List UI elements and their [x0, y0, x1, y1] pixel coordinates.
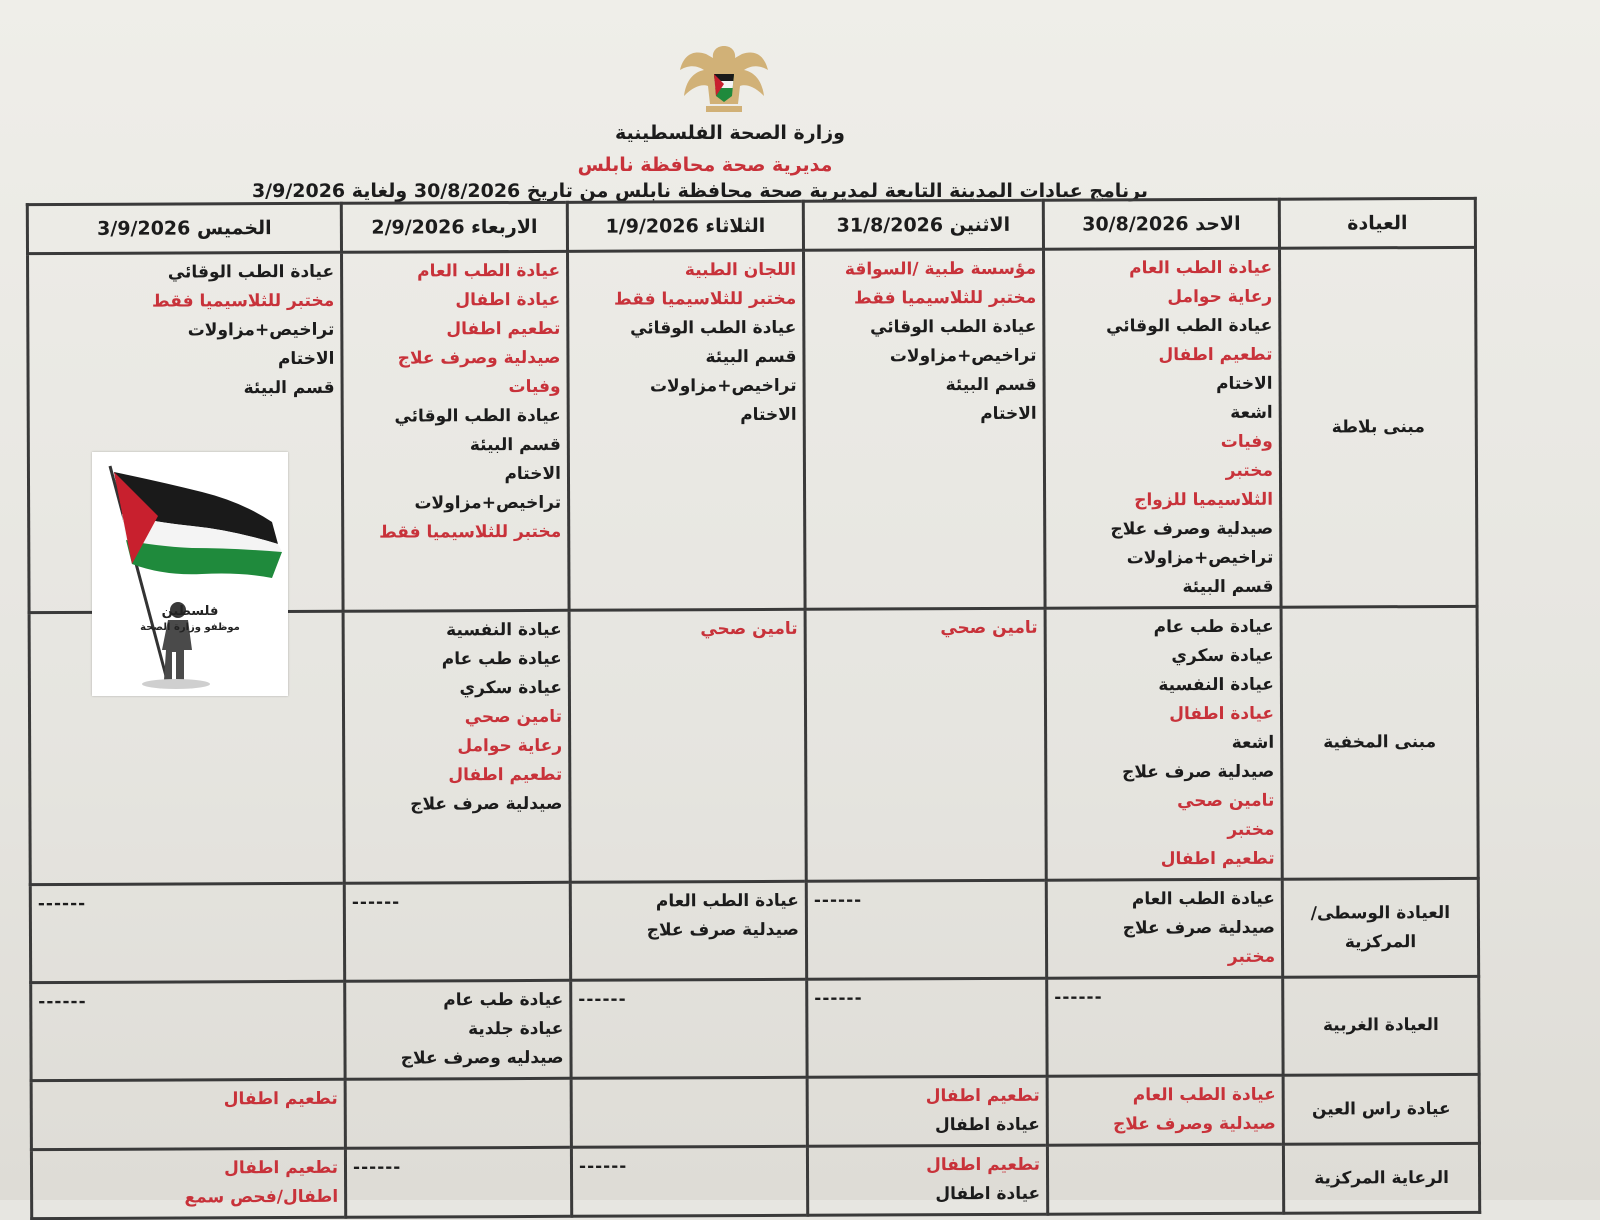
schedule-cell	[1047, 1075, 1283, 1145]
empty-dash: ------	[351, 892, 401, 913]
schedule-cell	[345, 980, 571, 1079]
schedule-cell	[345, 1078, 571, 1148]
schedule-cell	[344, 882, 570, 981]
service-item: عيادة الطب الوقائي	[870, 316, 1037, 338]
empty-dash: ------	[814, 988, 863, 1009]
empty-dash: ------	[813, 890, 863, 911]
service-item: عيادة اطفال	[934, 1114, 1040, 1136]
day-header-tuesday: الثلاثاء 1/9/2026	[567, 201, 803, 251]
service-item: مختبر	[1227, 819, 1275, 840]
service-item: مختبر	[1227, 946, 1276, 967]
schedule-cell	[571, 1146, 807, 1216]
clinic-name-cell: مبنى المخفية	[1281, 606, 1478, 879]
service-item: صيدلية صرف علاج	[410, 793, 563, 815]
empty-dash: ------	[578, 989, 627, 1010]
service-item: تراخيص+مزاولات	[187, 319, 335, 341]
table-row	[31, 976, 1479, 1080]
service-item: عيادة الطب العام	[417, 260, 561, 282]
service-item: عيادة سكري	[459, 677, 562, 699]
service-item: عيادة الطب العام	[1132, 1084, 1276, 1106]
directorate-title: مديرية صحة محافظة نابلس	[577, 154, 833, 176]
schedule-cell	[806, 880, 1046, 979]
service-item: الاختام	[504, 463, 562, 485]
ministry-title: وزارة الصحة الفلسطينية	[615, 122, 845, 144]
service-item: رعاية حوامل	[457, 735, 563, 757]
clinic-name-cell: العيادة الغربية	[1283, 976, 1479, 1075]
service-item: تطعيم اطفال	[1160, 848, 1275, 870]
service-item: الاختام	[1216, 373, 1273, 394]
poster-subtitle: موظفو وزارة الصحة	[140, 622, 240, 633]
service-item: الاختام	[740, 404, 797, 426]
service-item: الثلاسيميا للزواج	[1134, 489, 1274, 511]
service-item: تراخيص+مزاولات	[1126, 547, 1274, 569]
schedule-cell	[571, 1077, 807, 1147]
schedule-cell	[1043, 248, 1281, 608]
service-item: اطفال/فحص سمع	[184, 1186, 339, 1208]
service-item: تطعيم اطفال	[448, 764, 563, 786]
service-item: عيادة الطب الوقائي	[394, 405, 561, 427]
service-item: تطعيم اطفال	[926, 1154, 1041, 1176]
service-item: قسم البيئة	[945, 374, 1037, 396]
empty-dash: ------	[578, 1156, 628, 1177]
service-item: صيدلية صرف علاج	[1122, 761, 1275, 783]
service-item: عيادة النفسية	[1158, 674, 1274, 696]
service-item: صيدلية وصرف علاج	[1113, 1113, 1276, 1135]
schedule-cell	[1047, 977, 1283, 1076]
service-item: عيادة النفسية	[446, 619, 562, 641]
service-item: تراخيص+مزاولات	[889, 345, 1037, 367]
empty-dash: ------	[37, 893, 87, 915]
clinic-name-cell: مبنى بلاطة	[1279, 247, 1477, 607]
service-item: عيادة اطفال	[455, 289, 561, 311]
schedule-cell	[807, 1076, 1047, 1146]
schedule-cell	[570, 881, 806, 980]
schedule-cell	[805, 608, 1046, 881]
day-header-monday: الاثنين 31/8/2026	[803, 200, 1043, 250]
service-item: عيادة طب عام	[1153, 616, 1274, 638]
service-item: قسم البيئة	[705, 346, 797, 368]
schedule-cell	[1046, 879, 1282, 978]
service-item: وفيات	[508, 376, 561, 398]
service-item: مختبر للثلاسيميا فقط	[853, 287, 1037, 309]
empty-dash: ------	[38, 991, 87, 1013]
service-item: قسم البيئة	[469, 434, 561, 456]
service-item: مؤسسة طبية /السواقة	[844, 258, 1037, 280]
schedule-cell	[31, 1079, 345, 1149]
service-item: وفيات	[1220, 431, 1273, 452]
schedule-cell	[342, 251, 570, 611]
service-item: الاختام	[980, 403, 1037, 425]
service-item: اللجان الطبية	[684, 259, 797, 281]
service-item: مختبر للثلاسيميا فقط	[613, 288, 797, 310]
service-item: تطعيم اطفال	[224, 1157, 339, 1179]
service-item: تامين صحي	[700, 618, 798, 640]
service-item: عيادة سكري	[1171, 645, 1274, 667]
table-row	[30, 878, 1478, 982]
day-header-thursday: الخميس 3/9/2026	[27, 203, 341, 253]
service-item: تطعيم اطفال	[446, 318, 561, 340]
service-item: عيادة الطب الوقائي	[167, 261, 335, 283]
service-item: تامين صحي	[1177, 790, 1275, 812]
schedule-cell	[1047, 1144, 1283, 1214]
service-item: اشعة	[1231, 732, 1275, 753]
service-item: تامين صحي	[940, 617, 1038, 639]
schedule-cell	[571, 979, 807, 1078]
service-item: رعاية حوامل	[1167, 286, 1273, 308]
empty-dash: ------	[1054, 987, 1103, 1008]
service-item: قسم البيئة	[1182, 576, 1274, 598]
empty-dash: ------	[352, 1157, 402, 1178]
day-header-sunday: الاحد 30/8/2026	[1043, 199, 1279, 249]
service-item: صيدلية صرف علاج	[1122, 917, 1276, 939]
schedule-cell	[569, 609, 806, 882]
schedule-cell	[30, 883, 344, 982]
service-item: تطعيم اطفال	[925, 1085, 1040, 1107]
service-item: تراخيص+مزاولات	[414, 492, 562, 514]
service-item: عيادة طب عام	[443, 989, 564, 1011]
schedule-cell	[807, 1145, 1047, 1215]
service-item: قسم البيئة	[243, 377, 335, 399]
service-item: تامين صحي	[464, 706, 563, 728]
clinic-name-cell: العيادة الوسطى/المركزية	[1282, 878, 1478, 977]
service-item: مختبر	[1225, 460, 1274, 481]
service-item: صيدلية وصرف علاج	[1110, 518, 1274, 540]
service-item: تراخيص+مزاولات	[649, 375, 797, 397]
schedule-cell	[31, 1148, 345, 1218]
service-item: صيدلية صرف علاج	[646, 919, 800, 941]
service-item: تطعيم اطفال	[1158, 344, 1273, 366]
service-item: عيادة الطب العام	[1131, 888, 1275, 910]
schedule-cell	[568, 250, 806, 610]
table-row	[31, 1143, 1479, 1218]
service-item: الاختام	[277, 348, 335, 370]
clinic-column-header: العيادة	[1279, 198, 1475, 248]
service-item: اشعة	[1230, 402, 1273, 423]
eagle-emblem-icon	[676, 40, 772, 120]
service-item: عيادة طب عام	[441, 648, 562, 670]
poster-title: فلسطين	[161, 604, 219, 619]
table-header-row	[27, 198, 1475, 253]
clinic-name-cell: عيادة راس العين	[1283, 1074, 1479, 1144]
service-item: عيادة الطب العام	[1129, 257, 1273, 279]
service-item: مختبر للثلاسيميا فقط	[151, 290, 335, 312]
service-item: عيادة الطب العام	[655, 890, 799, 912]
schedule-cell	[1045, 607, 1282, 880]
service-item: عيادة اطفال	[1169, 703, 1275, 725]
service-item: عيادة اطفال	[935, 1183, 1041, 1205]
service-item: عيادة الطب الوقائي	[1106, 315, 1273, 337]
service-item: مختبر للثلاسيميا فقط	[378, 521, 562, 543]
day-header-wednesday: الاربعاء 2/9/2026	[341, 202, 567, 252]
schedule-cell	[807, 978, 1047, 1077]
clinic-schedule-table	[26, 197, 1481, 1220]
table-row	[31, 1074, 1479, 1149]
palestine-poster	[92, 452, 288, 696]
flag-child-illustration	[92, 452, 288, 696]
schedule-cell	[343, 610, 570, 883]
service-item: صيدلية وصرف علاج	[397, 347, 561, 369]
service-item: عيادة جلدية	[468, 1018, 564, 1040]
service-item: صيدليه وصرف علاج	[400, 1047, 564, 1069]
schedule-cell	[31, 981, 345, 1080]
program-title: برنامج عيادات المدينة التابعة لمديرية صحة محافظة نابلس من تاريخ 30/8/2026 ولغاية 3/9/2026	[251, 180, 1149, 202]
schedule-cell	[345, 1147, 571, 1217]
service-item: عيادة الطب الوقائي	[630, 317, 797, 339]
clinic-name-cell: الرعاية المركزية	[1283, 1143, 1479, 1213]
schedule-cell	[804, 249, 1046, 609]
service-item: تطعيم اطفال	[223, 1088, 338, 1110]
